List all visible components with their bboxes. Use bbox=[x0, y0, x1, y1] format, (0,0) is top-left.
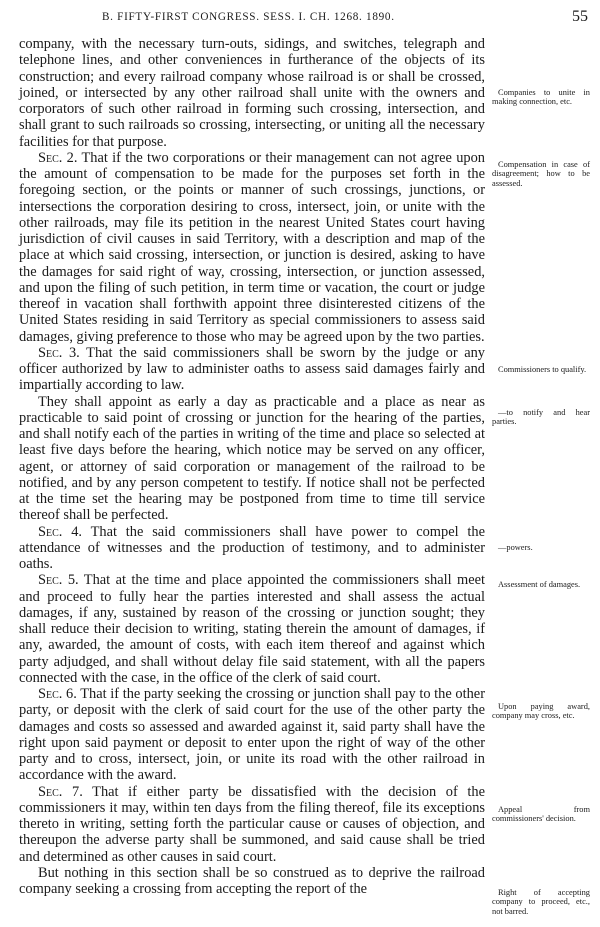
paragraph-text: That the said commissioners shall have power to compel the attendance of witnesses and the production of testimony, and to administer oaths. bbox=[19, 523, 485, 572]
paragraph-text: company, with the necessary turn-outs, sidings, and switches, telegraph and telephone lines, and other conveniences in furtherance of the objects of its construction; and every railroad company whose railroad is or shall be crossed, joined, or intersected by any other railroad shall unite with the owners and corporators of such other railroad in forming such crossing, intersection, and shall grant to such railroads so crossing, intersecting, or uniting all the necessary facilities for that purpose. bbox=[19, 36, 485, 150]
running-header bbox=[10, 8, 590, 28]
paragraph-sec-2 bbox=[19, 150, 485, 345]
section-label: Sec. 7. bbox=[38, 783, 83, 800]
margin-note-compensation: Compensation in case of disagreement; how to be assessed. bbox=[492, 160, 590, 188]
paragraph-text: That the said commissioners shall be sworn by the judge or any officer authorized by law to administer oaths to assess said damages fairly and impartially according to law. bbox=[19, 344, 485, 394]
paragraph-sec-6 bbox=[19, 686, 485, 784]
margin-note-unite: Companies to unite in making connection, etc. bbox=[492, 88, 590, 107]
paragraph-sec-4 bbox=[19, 524, 485, 573]
margin-note-qualify: Commissioners to qualify. bbox=[498, 365, 587, 374]
section-label: Sec. 3. bbox=[38, 344, 80, 361]
paragraph-sec-3 bbox=[19, 345, 485, 394]
section-label: Sec. 6. bbox=[38, 686, 77, 702]
margin-note-right-not-barred: Right of accepting company to proceed, etc., not barred. bbox=[492, 888, 590, 916]
paragraph-text: That at the time and place appointed the commissioners shall meet and proceed to fully hear the parties interested and shall assess the actual damages, if any, sustained by reason of the crossing or junction sought; they shall reduce their decision to writing, stating therein the amount of damages, if any, awarded, the amount of costs, with each item thereof and against which party adjudged, and shall without delay file said statement, with all the papers connected with the case, in the office of the clerk of said court. bbox=[19, 572, 485, 686]
paragraph-continuation bbox=[19, 36, 485, 150]
paragraph-text: That if the party seeking the crossing or junction shall pay to the other party, or deposit with the clerk of said court for the use of the other party the damages and costs so assessed and awarded against it, said party shall have the right upon said payment or deposit to enter upon the right of way of the other party and to cross, intersect, join, or unite its road with the other railroad in accordance with the award. bbox=[19, 686, 485, 784]
statute-body bbox=[19, 36, 485, 897]
page-number: 55 bbox=[572, 8, 588, 25]
margin-note-notify: —to notify and hear parties. bbox=[492, 408, 590, 427]
section-label: Sec. 4. bbox=[38, 523, 83, 540]
paragraph-text: That if the two corporations or their management can not agree upon the amount of compensation to be made for the purposes set forth in the foregoing section, or the points or manner of such crossings, junctions, or intersections the corporation desiring to cross, intersect, join, or unite with the other railroads, may file its petition in the nearest United States court having jurisdiction of civil causes in said Territory, with a description and map of the place at which said crossing, intersection, or junction is desired, asking to have the damages for said right of way, crossing, intersection, or junction assessed, and upon the filing of such petition, in term time or vacation, the court or judge thereof in vacation shall forthwith appoint three disinterested citizens of the United States residing in said Territory as special commissioners to assess said damages, giving preference to those who may be agreed upon by the two parties. bbox=[19, 149, 485, 345]
margin-note-payment: Upon paying award, company may cross, etc. bbox=[492, 702, 590, 721]
margin-note-appeal: Appeal from commissioners' decision. bbox=[492, 805, 590, 824]
paragraph-notice bbox=[19, 394, 485, 524]
running-head-title: B. FIFTY-FIRST CONGRESS. SESS. I. CH. 1268. 1890. bbox=[102, 11, 395, 23]
paragraph-sec-7 bbox=[19, 784, 485, 865]
paragraph-text: That if either party be dissatisfied with the decision of the commissioners it may, within ten days from the filing thereof, file its exceptions thereto in writing, setting forth the particular cause or causes of objection, and thereupon the adverse party shall be summoned, and said cause shall be tried and determined as other causes in said court. bbox=[19, 783, 485, 865]
margin-note-powers: —powers. bbox=[498, 543, 533, 552]
section-label: Sec. 2. bbox=[38, 149, 78, 166]
paragraph-text: But nothing in this section shall be so construed as to deprive the railroad company seeking a crossing from accepting the report of the bbox=[19, 864, 485, 897]
paragraph-sec-5 bbox=[19, 572, 485, 686]
margin-note-assessment: Assessment of damages. bbox=[498, 580, 581, 589]
paragraph-proviso bbox=[19, 865, 485, 898]
paragraph-text: They shall appoint as early a day as practicable and a place as near as practicable to said point of crossing or junction for the hearing of the parties, and shall notify each of the parties in writing of the time and place so selected at least five days before the hearing, which notice may be served on any officer, agent, or attorney of said corporation or management of the railroad to be notified, and by any person competent to testify. If notice shall not be perfected at the time set the hearing may be postponed from time to time till service thereof shall be perfected. bbox=[19, 393, 485, 524]
section-label: Sec. 5. bbox=[38, 572, 79, 589]
